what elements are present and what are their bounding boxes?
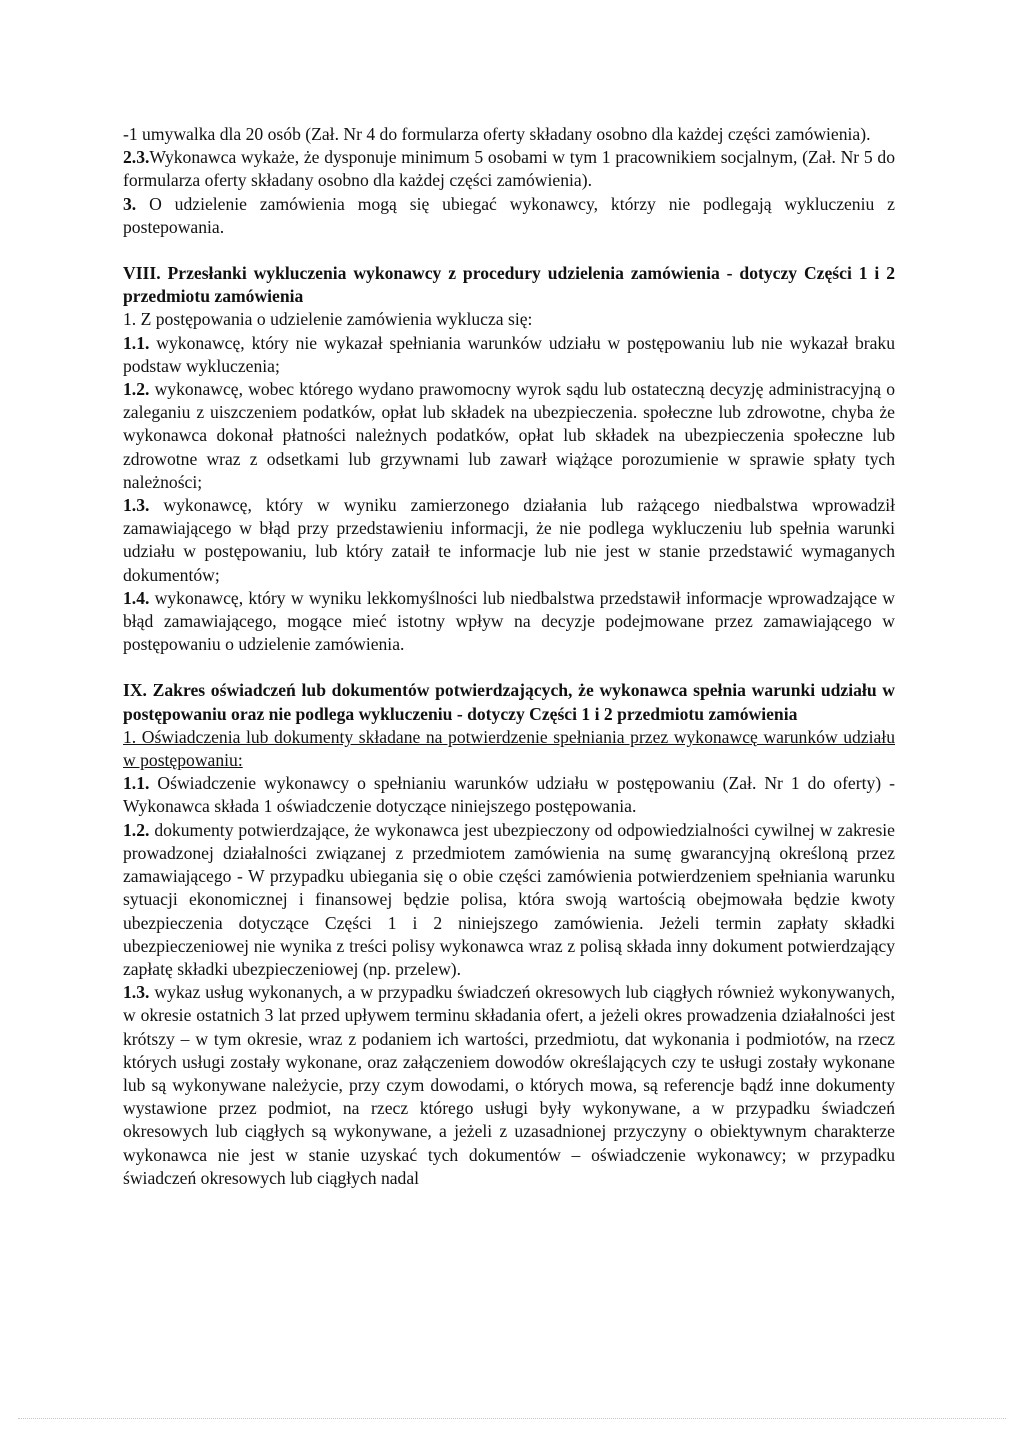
document-page [123, 123, 895, 1190]
section-viii-intro: 1. Z postępowania o udzielenie zamówienia wyklucza się: [123, 309, 533, 330]
item-number: 1.2. [123, 379, 150, 400]
paragraph-3: 3. O udzielenie zamówienia mogą się ubiegać wykonawcy, którzy nie podlegają wykluczeniu z postepowania. [123, 193, 895, 237]
paragraph-washbasin: -1 umywalka dla 20 osób (Zał. Nr 4 do formularza oferty składany osobno dla każdej części zamówienia). [123, 124, 871, 144]
list-item: 1.2. dokumenty potwierdzające, że wykonawca jest ubezpieczony od odpowiedzialności cywilnej w zakresie prowadzonej działalności związanej z przedmiotem zamówienia na sumę gwarancyjną określoną przez zamawiającego - W przypadku ubiegania się o obie części zamówienia potwierdzeniem spełniania warunku sytuacji ekonomicznej i finansowej będzie polisa, która swoją wartością obejmowała będzie kwoty ubezpieczenia dotyczące Części 1 i 2 niniejszego zamówienia. Jeżeli termin zapłaty składki ubezpieczeniowej nie wynika z treści polisy wykonawca wraz z polisą składa inny dokument potwierdzający zapłatę składki ubezpieczeniowej (np. przelew). [123, 819, 895, 979]
item-number: 2.3. [123, 147, 150, 168]
item-number: 3. [123, 193, 137, 214]
section-ix-subheading: 1. Oświadczenia lub dokumenty składane na potwierdzenie spełniania przez wykonawcę warunków udziału w postępowaniu: [123, 726, 895, 771]
item-number: 1.2. [123, 819, 150, 840]
list-item: 1.1. Oświadczenie wykonawcy o spełnianiu warunków udziału w postępowaniu (Zał. Nr 1 do oferty) - Wykonawca składa 1 oświadczenie dotyczące niniejszego postępowania. [123, 773, 895, 817]
item-number: 1.3. [123, 982, 150, 1003]
item-number: 1.1. [123, 332, 150, 353]
list-item: 1.3. wykaz usług wykonanych, a w przypadku świadczeń okresowych lub ciągłych również wykonywanych, w okresie ostatnich 3 lat przed upływem terminu składania ofert, a jeżeli okres prowadzenia działalności jest krótszy – w tym okresie, wraz z podaniem ich wartości, przedmiotu, dat wykonania i podmiotów, na rzecz których usługi zostały wykonane, oraz załączeniem dowodów określających czy te usługi zostały wykonane lub są wykonywane należycie, przy czym dowodami, o których mowa, są referencje bądź inne dokumenty wystawione przez podmiot, na rzecz którego usługi były wykonywane, a w przypadku świadczeń okresowych lub ciągłych są wykonywane, a jeżeli z uzasadnionej przyczyny o obiektywnym charakterze wykonawca nie jest w stanie uzyskać tych dokumentów – oświadczenie wykonawcy; w przypadku świadczeń okresowych lub ciągłych nadal [123, 982, 895, 1188]
item-number: 1.4. [123, 587, 150, 608]
bottom-dotted-rule [18, 1418, 1006, 1419]
list-item: 1.4. wykonawcę, który w wyniku lekkomyślności lub niedbalstwa przedstawił informacje wprowadzające w błąd zamawiającego, mogące mieć istotny wpływ na decyzje podejmowane przez zamawiającego w postępowaniu o udzielenie zamówienia. [123, 587, 895, 655]
section-ix-heading: IX. Zakres oświadczeń lub dokumentów potwierdzających, że wykonawca spełnia warunki udziału w postępowaniu oraz nie podlega wykluczeniu - dotyczy Części 1 i 2 przedmiotu zamówienia [123, 680, 895, 724]
paragraph-2-3: 2.3.Wykonawca wykaże, że dysponuje minimum 5 osobami w tym 1 pracownikiem socjalnym, (Zał. Nr 5 do formularza oferty składany osobno dla każdej części zamówienia). [123, 147, 895, 191]
section-viii-heading: VIII. Przesłanki wykluczenia wykonawcy z procedury udzielenia zamówienia - dotyczy Części 1 i 2 przedmiotu zamówienia [123, 263, 895, 307]
list-item: 1.1. wykonawcę, który nie wykazał spełniania warunków udziału w postępowaniu lub nie wykazał braku podstaw wykluczenia; [123, 332, 895, 376]
list-item: 1.2. wykonawcę, wobec którego wydano prawomocny wyrok sądu lub ostateczną decyzję administracyjną o zaleganiu z uiszczeniem podatków, opłat lub składek na ubezpieczenia. społeczne lub zdrowotne, chyba że wykonawca dokonał płatności należnych podatków, opłat lub składek na ubezpieczenia społeczne lub zdrowotne wraz z odsetkami lub grzywnami lub zawarł wiążące porozumienie w sprawie spłaty tych należności; [123, 379, 895, 492]
list-item: 1.3. wykonawcę, który w wyniku zamierzonego działania lub rażącego niedbalstwa wprowadził zamawiającego w błąd przy przedstawieniu informacji, że nie podlega wykluczeniu lub spełnia warunki udziału w postępowaniu, lub który zataił te informacje lub nie jest w stanie przedstawić wymaganych dokumentów; [123, 495, 895, 585]
item-number: 1.3. [123, 495, 150, 516]
item-number: 1.1. [123, 773, 150, 794]
